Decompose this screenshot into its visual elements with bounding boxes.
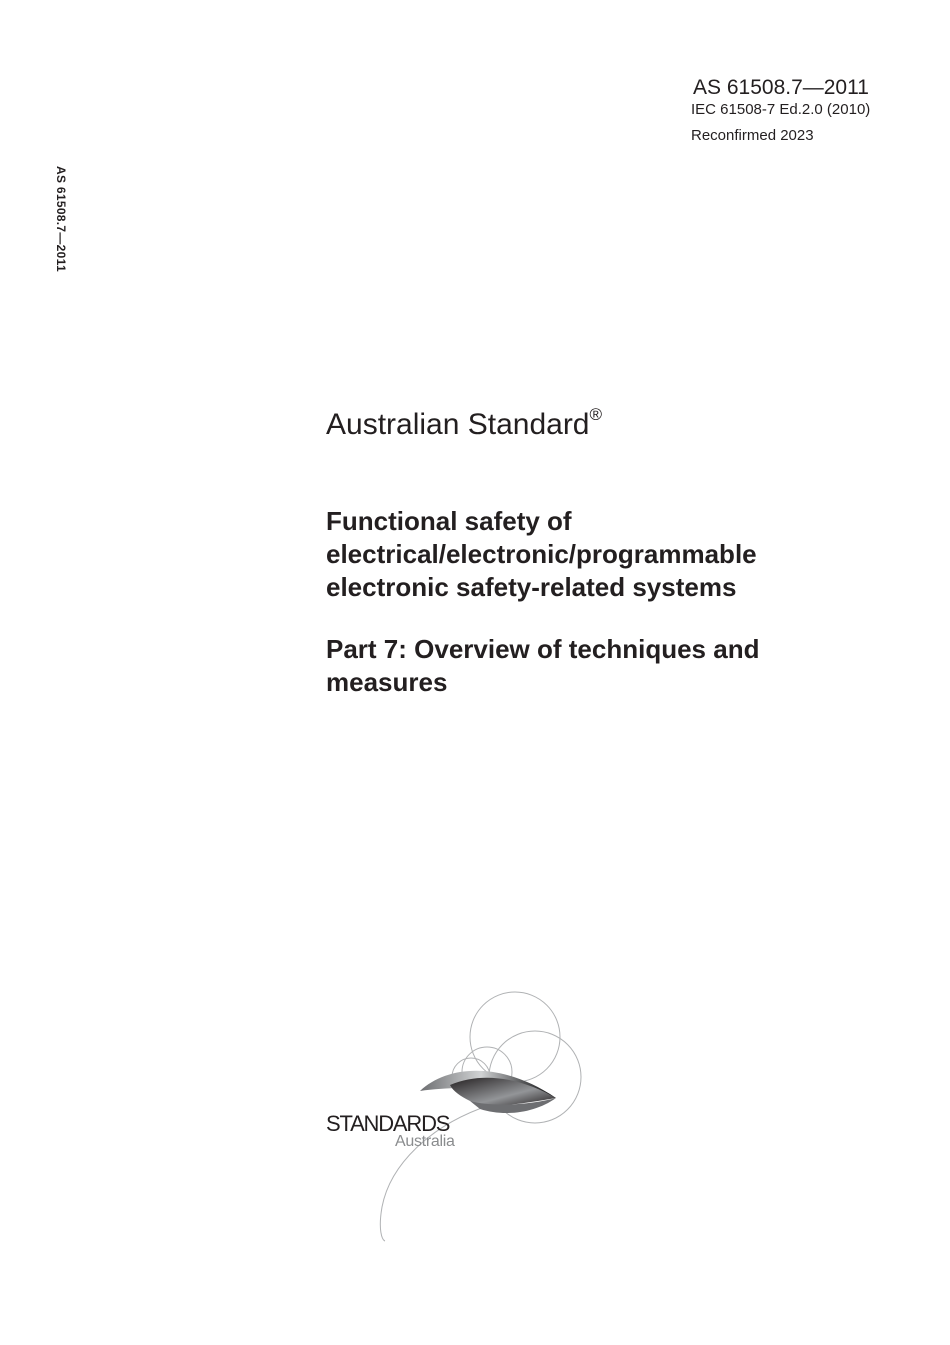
series-label — [326, 398, 602, 445]
registered-mark: ® — [589, 405, 603, 424]
standards-australia-logo — [320, 985, 590, 1255]
standard-number: AS 61508.7—2011 — [693, 76, 869, 99]
series-name: Australian Standard — [326, 408, 590, 441]
spine-label: AS 61508.7—2011 — [54, 166, 68, 272]
part-title: Part 7: Overview of techniques and measures — [326, 634, 760, 697]
iec-number: IEC 61508-7 Ed.2.0 (2010) — [691, 101, 871, 118]
logo-subtitle: Australia — [395, 1133, 455, 1150]
reconfirmed-date: Reconfirmed 2023 — [691, 127, 814, 144]
document-title: Functional safety of electrical/electronic/programmable electronic safety-related systems — [326, 506, 757, 602]
logo-wordmark: STANDARDS — [326, 1111, 450, 1136]
document-header — [691, 76, 931, 145]
